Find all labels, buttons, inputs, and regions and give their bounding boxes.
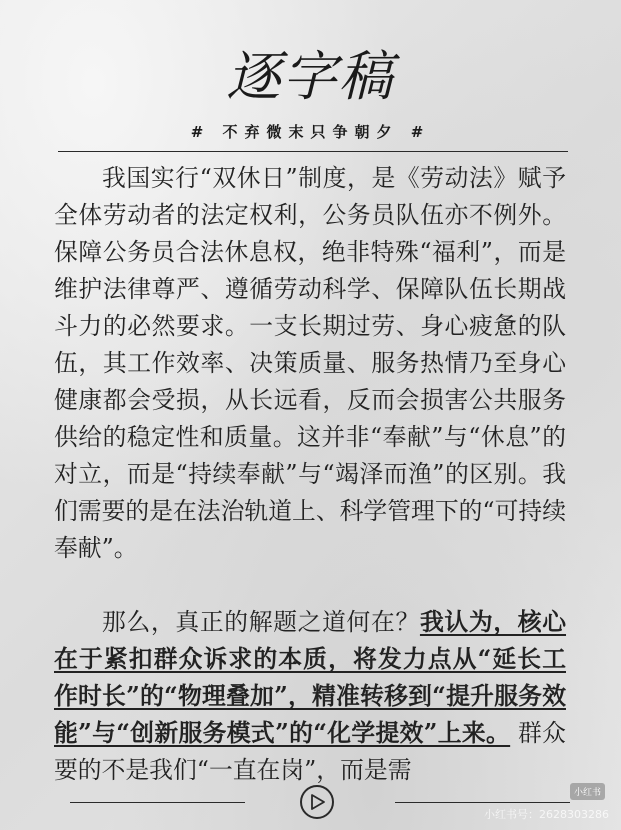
paragraph-2-tail: 群众要的不是我们“一直在岗”，而是需: [54, 719, 566, 784]
footer-divider-left: [70, 802, 245, 803]
paragraph-2: [54, 604, 566, 789]
account-watermark: 小红书号：2628303286: [484, 808, 609, 821]
play-button[interactable]: [300, 785, 334, 819]
footer-divider-right: [395, 802, 570, 803]
paragraph-1: 我国实行“双休日”制度，是《劳动法》赋予全体劳动者的法定权利，公务员队伍亦不例外。保障公务员合法休息权，绝非特殊“福利”，而是维护法律尊严、遵循劳动科学、保障队伍长期战斗力的必然要求。一支长期过劳、身心疲惫的队伍，其工作效率、决策质量、服务热情乃至身心健康都会受损，从长远看，反而会损害公共服务供给的稳定性和质量。这并非“奉献”与“休息”的对立，而是“持续奉献”与“竭泽而渔”的区别。我们需要的是在法治轨道上、科学管理下的“可持续奉献”。: [54, 164, 566, 562]
title-divider: [58, 151, 568, 152]
paragraph-2-lead: 那么，真正的解题之道何在？: [102, 608, 420, 636]
paragraph-2-highlight: 我认为，核心在于紧扣群众诉求的本质，将发力点从“延长工作时长”的“物理叠加”，精准转移到“提升服务效能”与“创新服务模式”的“化学提效”上来。: [54, 608, 567, 747]
page-subtitle: # 不弃微末只争朝夕 #: [190, 123, 431, 141]
play-icon: [311, 794, 325, 810]
app-logo-badge: 小红书: [570, 783, 605, 800]
page-title: 逐字稿: [226, 45, 395, 108]
